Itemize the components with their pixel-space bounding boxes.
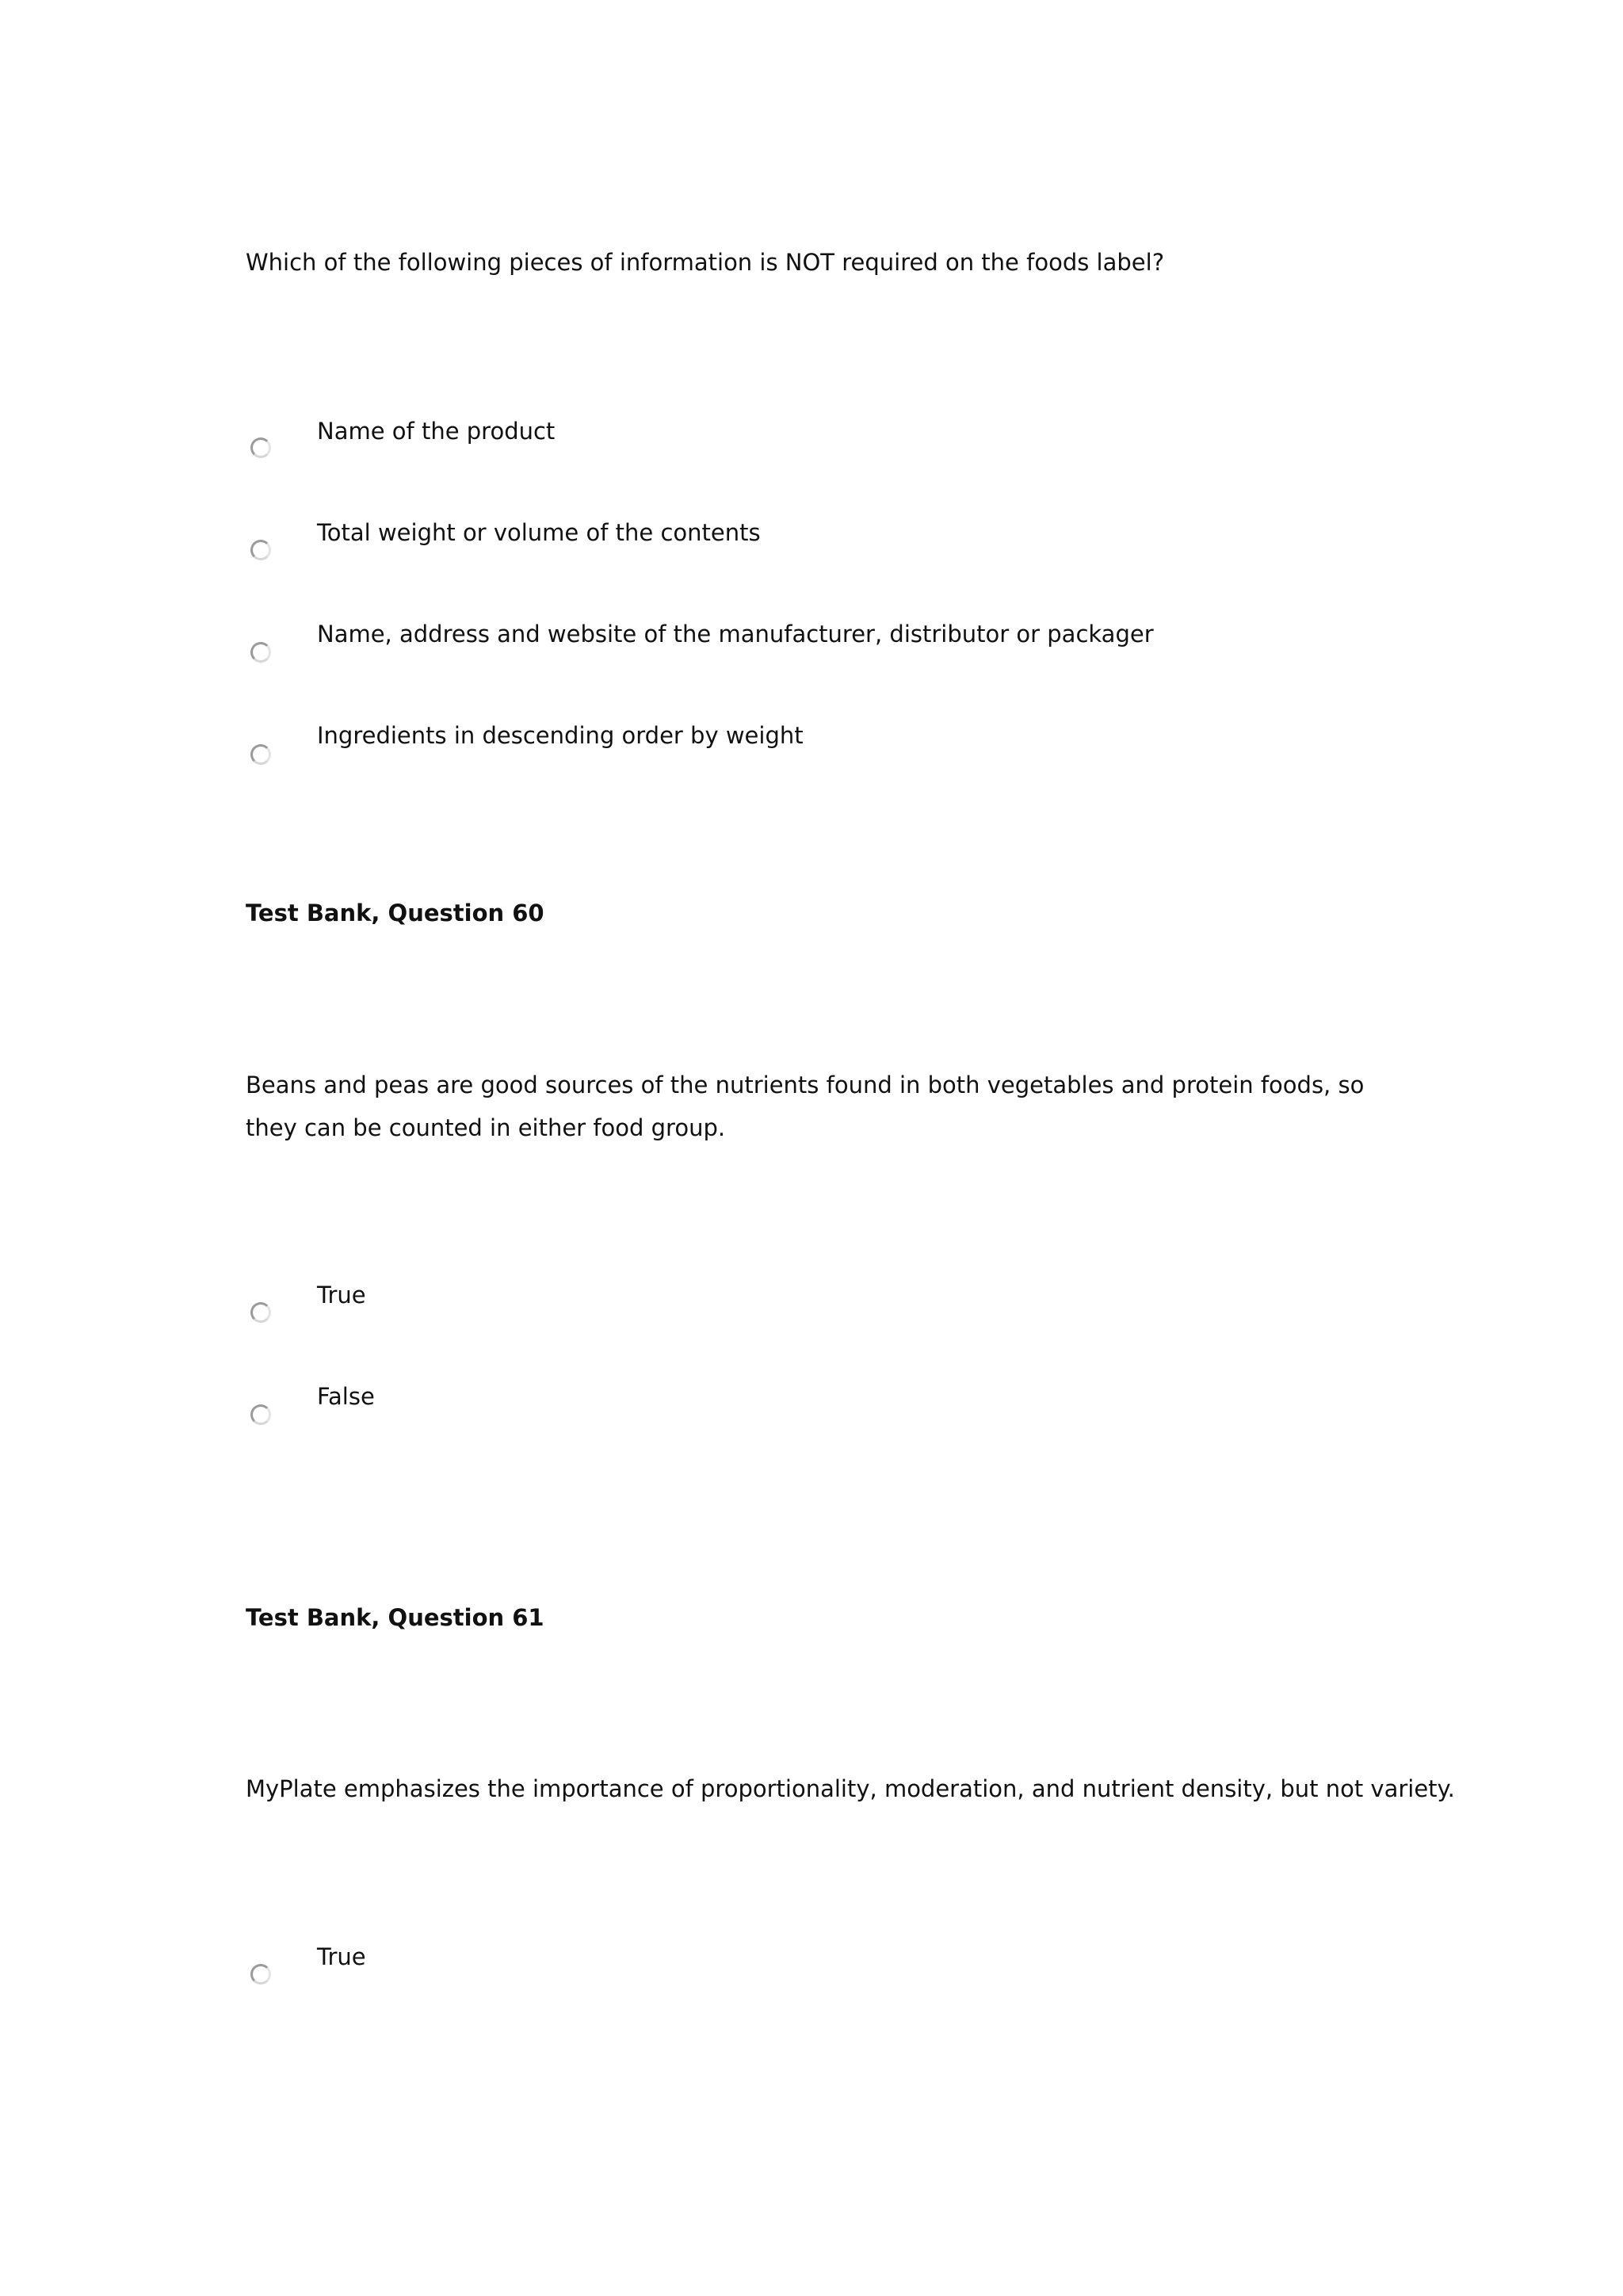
option-label[interactable]: Name of the product (317, 418, 556, 445)
radio-option-name-address-website[interactable] (250, 642, 271, 663)
option-label[interactable]: False (317, 1383, 375, 1410)
question-text: MyPlate emphasizes the importance of proportionality, moderation, and nutrient density, but not variety. (246, 1775, 1455, 1802)
option-label[interactable]: Ingredients in descending order by weight (317, 722, 804, 749)
question-heading: Test Bank, Question 61 (246, 1604, 544, 1631)
option-label[interactable]: Name, address and website of the manufacturer, distributor or packager (317, 621, 1154, 648)
question-text: Which of the following pieces of information is NOT required on the foods label? (246, 249, 1165, 276)
radio-option-name-of-product[interactable] (250, 437, 271, 458)
option-label[interactable]: True (317, 1943, 366, 1970)
radio-option-true[interactable] (250, 1302, 271, 1323)
option-label[interactable]: Total weight or volume of the contents (317, 519, 761, 546)
option-label[interactable]: True (317, 1282, 366, 1308)
radio-option-false[interactable] (250, 1404, 271, 1425)
radio-option-ingredients[interactable] (250, 744, 271, 765)
radio-option-total-weight[interactable] (250, 540, 271, 560)
radio-option-true[interactable] (250, 1964, 271, 1985)
question-heading: Test Bank, Question 60 (246, 900, 544, 926)
question-text: Beans and peas are good sources of the nutrients found in both vegetables and protein foods, so they can be counted in either food group. (246, 1072, 1365, 1141)
